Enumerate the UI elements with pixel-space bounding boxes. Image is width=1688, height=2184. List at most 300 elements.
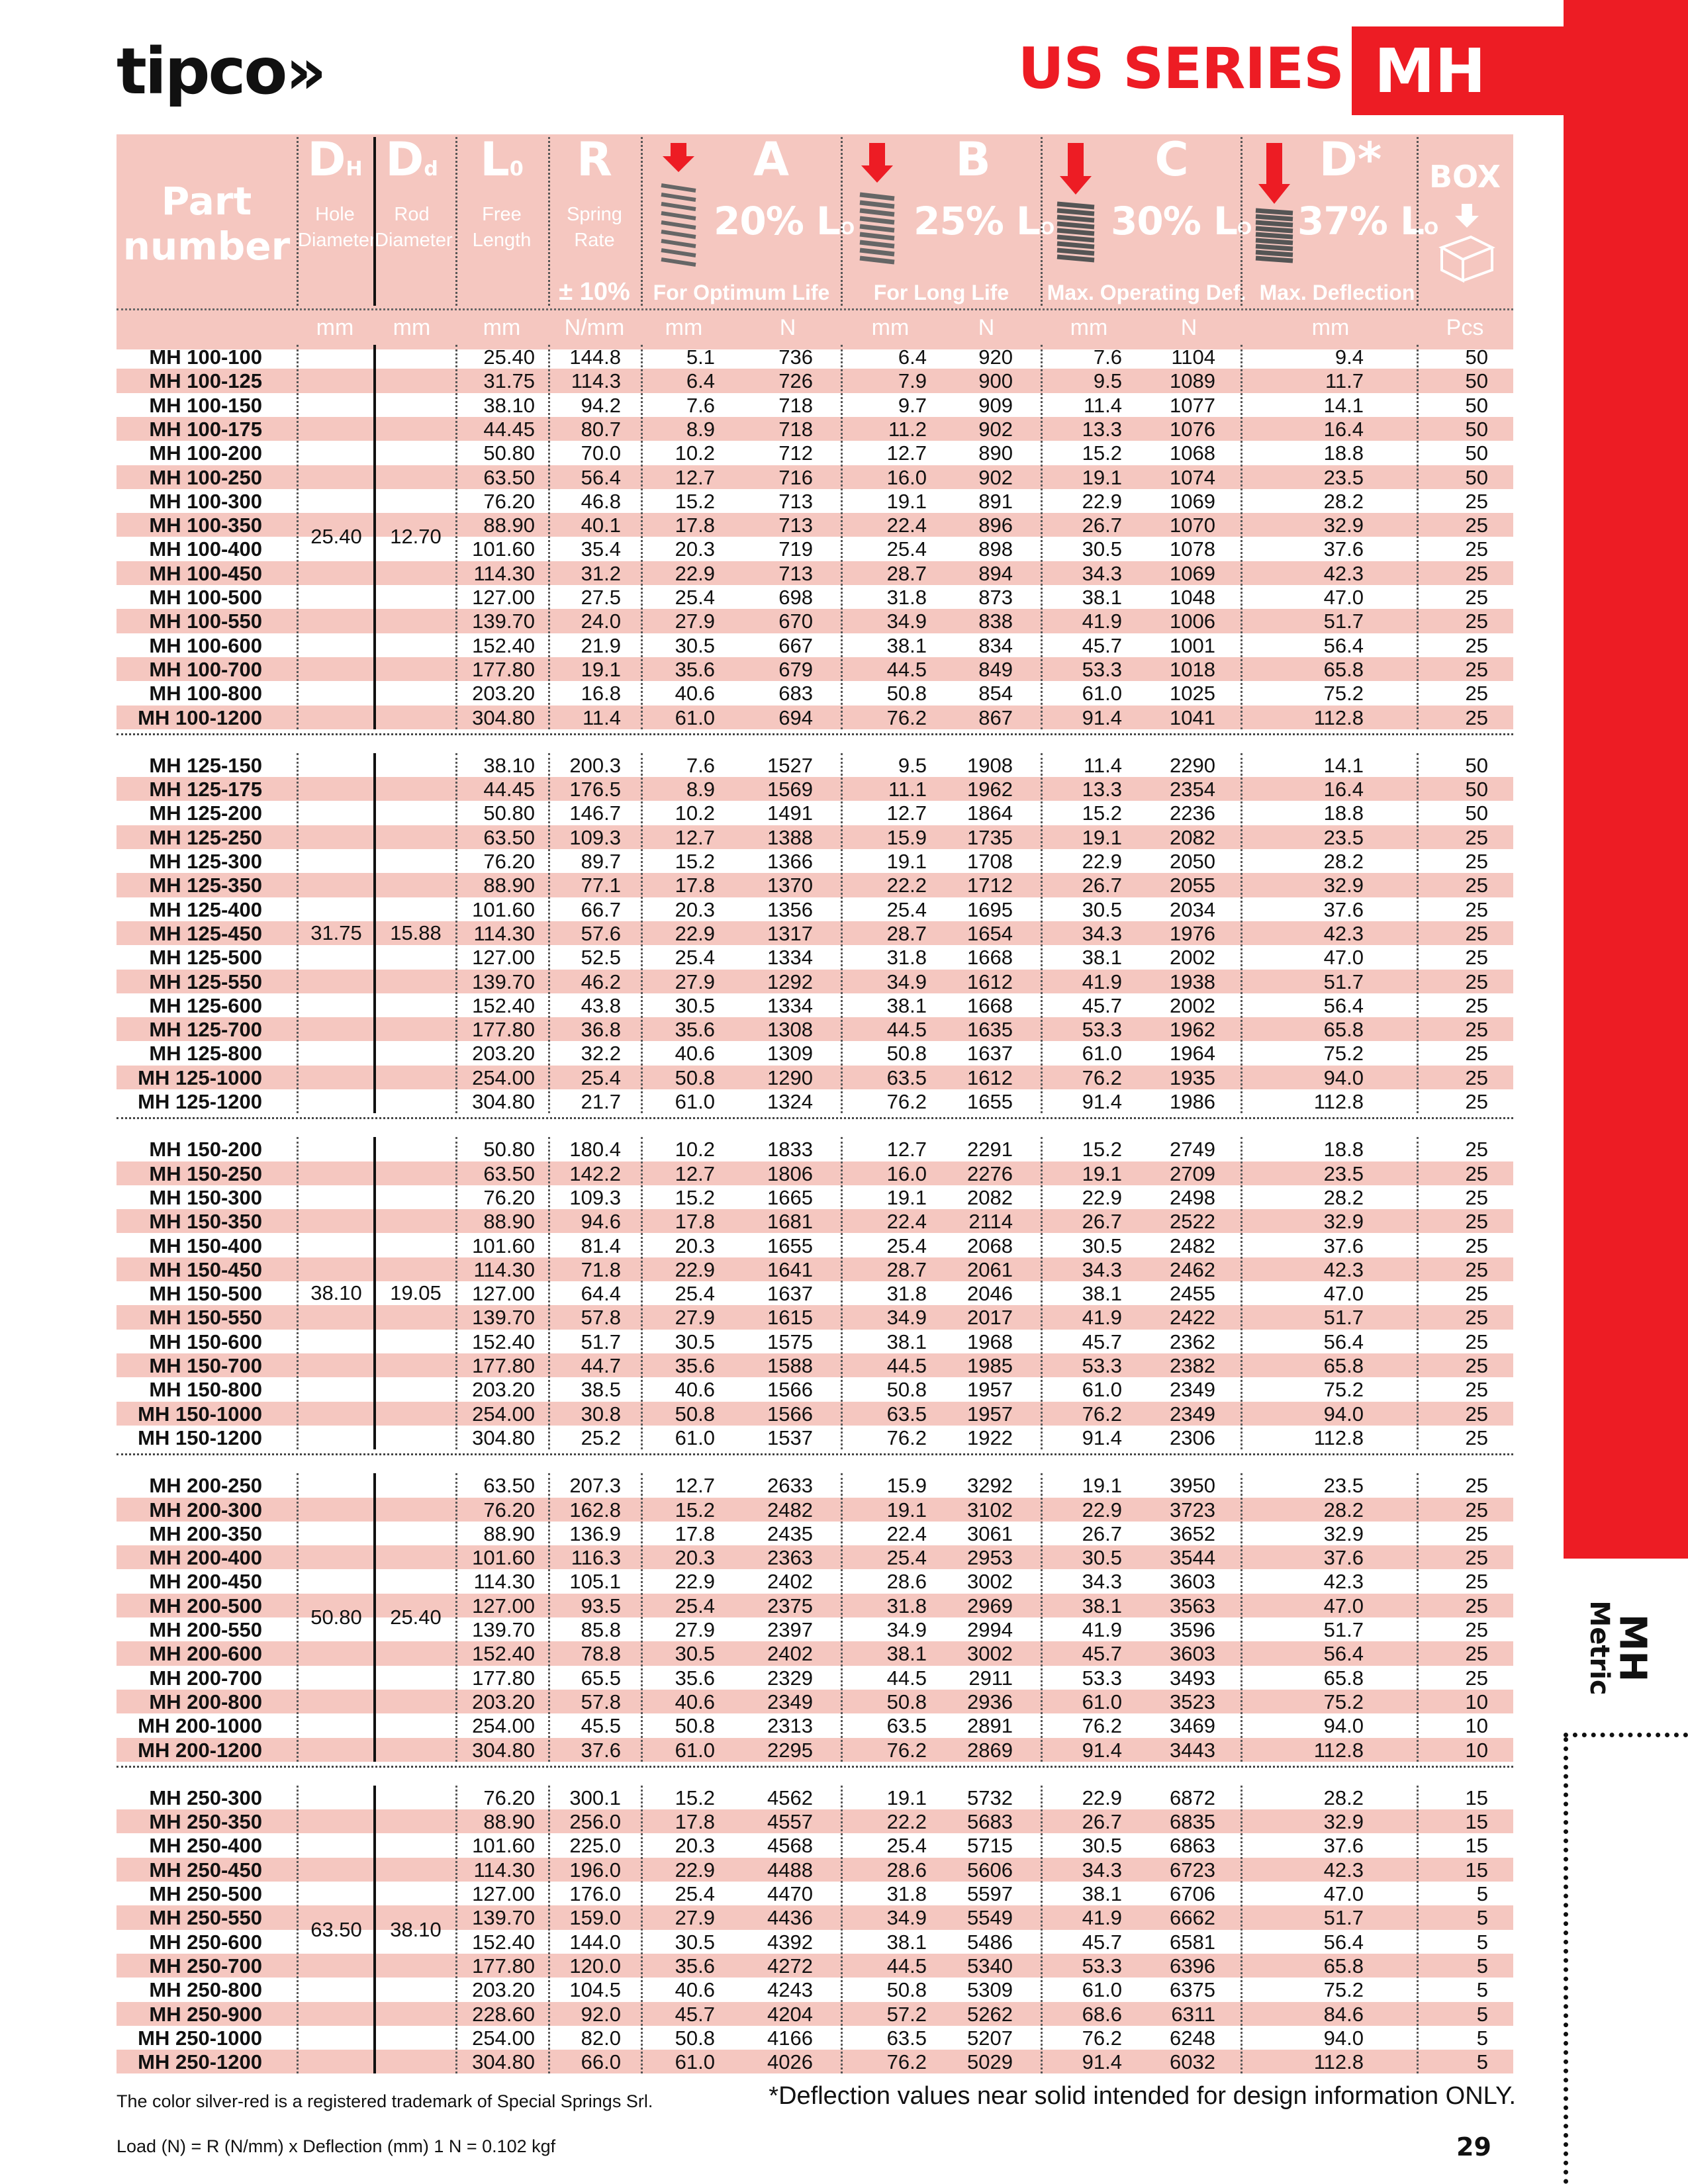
- group-separator: [117, 1453, 1513, 1455]
- value-cell: 76.20: [483, 850, 535, 873]
- value-cell: 2050: [1170, 850, 1215, 873]
- value-cell: 726: [778, 369, 813, 393]
- part-number-cell: MH 100-600: [149, 633, 262, 657]
- value-cell: 27.9: [675, 610, 715, 633]
- value-cell: 15.2: [675, 489, 715, 513]
- value-cell: 2002: [1170, 946, 1215, 970]
- value-cell: 63.5: [886, 1066, 927, 1089]
- value-cell: 9.5: [898, 753, 927, 777]
- part-number-cell: MH 125-400: [149, 897, 262, 921]
- column-divider-solid: [373, 1786, 376, 2074]
- table-row: [0, 1377, 1688, 1401]
- rod-diameter-cell: 38.10: [390, 1917, 442, 1941]
- value-cell: 5486: [967, 1930, 1013, 1954]
- value-cell: 45.7: [1082, 633, 1122, 657]
- table-row: [0, 465, 1688, 489]
- table-row: [0, 1402, 1688, 1426]
- table-row: [0, 1089, 1688, 1113]
- value-cell: 25: [1465, 1018, 1488, 1042]
- part-number-cell: MH 100-550: [149, 610, 262, 633]
- column-divider: [297, 1786, 299, 2074]
- value-cell: 50.8: [886, 1690, 927, 1713]
- table-row: [0, 1713, 1688, 1737]
- value-cell: 1309: [767, 1042, 813, 1066]
- value-cell: 19.1: [886, 1786, 927, 1809]
- value-cell: 3563: [1170, 1594, 1215, 1617]
- value-cell: 92.0: [581, 2002, 621, 2026]
- value-cell: 713: [778, 561, 813, 585]
- table-row: [0, 993, 1688, 1017]
- value-cell: 2375: [767, 1594, 813, 1617]
- value-cell: 139.70: [472, 1618, 535, 1641]
- value-cell: 5: [1476, 1930, 1488, 1954]
- value-cell: 920: [978, 345, 1013, 369]
- value-cell: 1612: [967, 970, 1013, 993]
- table-row: [0, 2050, 1688, 2073]
- value-cell: 3603: [1170, 1570, 1215, 1594]
- table-row: [0, 585, 1688, 609]
- value-cell: 17.8: [675, 1210, 715, 1234]
- value-cell: 51.7: [1323, 1618, 1364, 1641]
- part-number-cell: MH 100-800: [149, 682, 262, 705]
- value-cell: 22.9: [1082, 850, 1122, 873]
- value-cell: 1569: [767, 778, 813, 801]
- value-cell: 127.00: [472, 946, 535, 970]
- hdr-divider: [297, 137, 299, 306]
- value-cell: 61.0: [1082, 1378, 1122, 1402]
- box-unit: Pcs: [1446, 315, 1484, 340]
- value-cell: 45.5: [581, 1714, 621, 1738]
- value-cell: 91.4: [1082, 705, 1122, 729]
- value-cell: 112.8: [1313, 2050, 1364, 2074]
- value-cell: 51.7: [1323, 1306, 1364, 1330]
- table-row: [0, 561, 1688, 585]
- value-cell: 9.4: [1335, 345, 1364, 369]
- value-cell: 18.8: [1323, 441, 1364, 465]
- hdr-divider: [841, 137, 843, 306]
- value-cell: 177.80: [472, 1018, 535, 1042]
- table-row: [0, 1426, 1688, 1449]
- value-cell: 114.30: [473, 1570, 535, 1594]
- value-cell: 41.9: [1082, 1906, 1122, 1930]
- value-cell: 10.2: [675, 441, 715, 465]
- part-number-cell: MH 250-450: [149, 1858, 262, 1882]
- part-number-cell: MH 200-450: [149, 1570, 262, 1594]
- table-row: [0, 1617, 1688, 1641]
- value-cell: 28.6: [886, 1858, 927, 1882]
- value-cell: 25: [1465, 1234, 1488, 1257]
- value-cell: 20.3: [675, 1546, 715, 1570]
- value-cell: 25: [1465, 1354, 1488, 1377]
- value-cell: 14.1: [1323, 393, 1364, 417]
- value-cell: 31.8: [886, 946, 927, 970]
- value-cell: 50.8: [675, 2026, 715, 2050]
- value-cell: 38.1: [1082, 946, 1122, 970]
- table-row: [0, 633, 1688, 657]
- value-cell: 25: [1465, 1306, 1488, 1330]
- value-cell: 4470: [767, 1882, 813, 1905]
- value-cell: 89.7: [581, 850, 621, 873]
- part-number-cell: MH 125-200: [149, 801, 262, 825]
- value-cell: 22.9: [675, 921, 715, 945]
- value-cell: 2082: [1170, 825, 1215, 849]
- value-cell: 17.8: [675, 1810, 715, 1834]
- value-cell: 50: [1465, 393, 1488, 417]
- value-cell: 5029: [967, 2050, 1013, 2074]
- value-cell: 56.4: [1323, 633, 1364, 657]
- table-row: [0, 1137, 1688, 1161]
- table-row: [0, 801, 1688, 825]
- table-row: [0, 945, 1688, 969]
- column-divider: [297, 1137, 299, 1449]
- table-row: [0, 2026, 1688, 2050]
- value-cell: 91.4: [1082, 1426, 1122, 1449]
- value-cell: 3544: [1170, 1546, 1215, 1570]
- value-cell: 37.6: [1323, 1546, 1364, 1570]
- value-cell: 2306: [1170, 1426, 1215, 1449]
- part-number-cell: MH 150-350: [149, 1210, 262, 1234]
- value-cell: 27.9: [675, 1906, 715, 1930]
- dh-symbol: DH: [307, 132, 363, 187]
- value-cell: 53.3: [1082, 1018, 1122, 1042]
- value-cell: 38.1: [886, 1330, 927, 1353]
- value-cell: 176.5: [569, 778, 621, 801]
- value-cell: 35.6: [675, 657, 715, 681]
- value-cell: 56.4: [1323, 1642, 1364, 1666]
- table-row: [0, 513, 1688, 537]
- value-cell: 42.3: [1323, 561, 1364, 585]
- series-title: US SERIES: [1017, 36, 1344, 102]
- value-cell: 6396: [1170, 1954, 1215, 1978]
- column-divider: [548, 1473, 550, 1762]
- value-cell: 25: [1465, 1378, 1488, 1402]
- value-cell: 34.3: [1082, 1858, 1122, 1882]
- value-cell: 5732: [967, 1786, 1013, 1809]
- value-cell: 1068: [1170, 441, 1215, 465]
- value-cell: 25: [1465, 1426, 1488, 1449]
- value-cell: 24.0: [581, 610, 621, 633]
- value-cell: 101.60: [472, 1834, 535, 1858]
- value-cell: 1985: [967, 1354, 1013, 1377]
- value-cell: 4166: [767, 2026, 813, 2050]
- value-cell: 11.4: [1083, 393, 1122, 417]
- value-cell: 28.2: [1323, 1185, 1364, 1209]
- value-cell: 22.9: [1082, 1185, 1122, 1209]
- value-cell: 3102: [967, 1498, 1013, 1522]
- value-cell: 902: [978, 417, 1013, 441]
- value-cell: 65.8: [1323, 1954, 1364, 1978]
- value-cell: 6835: [1170, 1810, 1215, 1834]
- value-cell: 28.7: [886, 1257, 927, 1281]
- value-cell: 25: [1465, 1666, 1488, 1690]
- table-row: [0, 1041, 1688, 1065]
- column-divider: [297, 753, 299, 1114]
- column-divider: [455, 1137, 457, 1449]
- value-cell: 45.7: [1082, 1930, 1122, 1954]
- value-cell: 25.4: [581, 1066, 621, 1089]
- value-cell: 28.2: [1323, 1786, 1364, 1809]
- value-cell: 30.5: [675, 1642, 715, 1666]
- value-cell: 37.6: [1323, 1834, 1364, 1858]
- value-cell: 1070: [1170, 514, 1215, 537]
- value-cell: 20.3: [675, 1234, 715, 1257]
- value-cell: 1806: [767, 1161, 813, 1185]
- value-cell: 25: [1465, 1161, 1488, 1185]
- value-cell: 25: [1465, 1330, 1488, 1353]
- value-cell: 304.80: [472, 1090, 535, 1113]
- value-cell: 23.5: [1323, 1474, 1364, 1498]
- value-cell: 50: [1465, 441, 1488, 465]
- table-row: [0, 1809, 1688, 1833]
- value-cell: 65.5: [581, 1666, 621, 1690]
- value-cell: 2498: [1170, 1185, 1215, 1209]
- value-cell: 50: [1465, 465, 1488, 489]
- column-divider: [1241, 1786, 1243, 2074]
- value-cell: 32.9: [1323, 514, 1364, 537]
- value-cell: 207.3: [569, 1474, 621, 1498]
- value-cell: 127.00: [472, 1282, 535, 1306]
- part-number-cell: MH 100-100: [149, 345, 262, 369]
- hole-diameter-cell: 50.80: [310, 1606, 362, 1629]
- value-cell: 1935: [1170, 1066, 1215, 1089]
- value-cell: 152.40: [472, 993, 535, 1017]
- value-cell: 15.2: [1082, 801, 1122, 825]
- table-row: [0, 537, 1688, 561]
- value-cell: 50: [1465, 345, 1488, 369]
- column-divider-solid: [373, 345, 376, 729]
- value-cell: 1069: [1170, 489, 1215, 513]
- value-cell: 23.5: [1323, 825, 1364, 849]
- value-cell: 18.8: [1323, 1138, 1364, 1161]
- value-cell: 30.5: [675, 633, 715, 657]
- value-cell: 20.3: [675, 897, 715, 921]
- value-cell: 61.0: [1082, 1042, 1122, 1066]
- c-unit-n: N: [1180, 315, 1197, 340]
- value-cell: 50.8: [675, 1714, 715, 1738]
- value-cell: 6872: [1170, 1786, 1215, 1809]
- part-number-cell: MH 200-700: [149, 1666, 262, 1690]
- value-cell: 5715: [967, 1834, 1013, 1858]
- value-cell: 7.6: [686, 393, 715, 417]
- column-divider: [1417, 1786, 1419, 2074]
- value-cell: 10: [1465, 1714, 1488, 1738]
- part-number-cell: MH 150-800: [149, 1378, 262, 1402]
- table-row: [0, 1786, 1688, 1809]
- value-cell: 304.80: [472, 705, 535, 729]
- value-cell: 713: [778, 489, 813, 513]
- value-cell: 2402: [767, 1642, 813, 1666]
- value-cell: 22.9: [1082, 1786, 1122, 1809]
- value-cell: 30.5: [1082, 1834, 1122, 1858]
- part-number-cell: MH 250-1200: [138, 2050, 262, 2074]
- value-cell: 81.4: [581, 1234, 621, 1257]
- value-cell: 45.7: [1082, 1642, 1122, 1666]
- value-cell: 16.4: [1323, 417, 1364, 441]
- value-cell: 7.6: [1093, 345, 1122, 369]
- part-number-cell: MH 250-350: [149, 1810, 262, 1834]
- value-cell: 88.90: [483, 514, 535, 537]
- value-cell: 47.0: [1323, 946, 1364, 970]
- table-row: [0, 825, 1688, 849]
- value-cell: 200.3: [569, 753, 621, 777]
- dd-desc: Rod Diameter: [375, 204, 453, 251]
- value-cell: 22.2: [886, 1810, 927, 1834]
- part-number-header: [117, 179, 297, 269]
- table-row: [0, 2002, 1688, 2026]
- value-cell: 94.0: [1323, 1066, 1364, 1089]
- value-cell: 25: [1465, 1066, 1488, 1089]
- value-cell: 31.8: [886, 1594, 927, 1617]
- value-cell: 25: [1465, 1546, 1488, 1570]
- value-cell: 34.3: [1082, 921, 1122, 945]
- value-cell: 75.2: [1323, 1690, 1364, 1713]
- part-number-cell: MH 150-700: [149, 1354, 262, 1377]
- value-cell: 114.30: [473, 561, 535, 585]
- hdr-divider: [641, 137, 643, 306]
- value-cell: 30.8: [581, 1402, 621, 1426]
- column-divider: [641, 1473, 643, 1762]
- value-cell: 47.0: [1323, 586, 1364, 609]
- value-cell: 1527: [767, 753, 813, 777]
- trademark-note: The color silver-red is a registered trademark of Special Springs Srl.: [117, 2091, 653, 2111]
- value-cell: 1290: [767, 1066, 813, 1089]
- value-cell: 15.2: [675, 1185, 715, 1209]
- value-cell: 50: [1465, 369, 1488, 393]
- value-cell: 114.30: [473, 1858, 535, 1882]
- value-cell: 40.6: [675, 1978, 715, 2002]
- value-cell: 698: [778, 586, 813, 609]
- table-row: [0, 1353, 1688, 1377]
- a-letter: A: [753, 132, 790, 187]
- part-number-cell: MH 200-1200: [138, 1738, 262, 1762]
- column-divider: [1041, 1473, 1043, 1762]
- value-cell: 35.6: [675, 1018, 715, 1042]
- value-cell: 3469: [1170, 1714, 1215, 1738]
- value-cell: 38.1: [886, 633, 927, 657]
- value-cell: 11.7: [1325, 369, 1364, 393]
- value-cell: 1635: [967, 1018, 1013, 1042]
- value-cell: 88.90: [483, 1810, 535, 1834]
- value-cell: 11.2: [888, 417, 927, 441]
- value-cell: 1665: [767, 1185, 813, 1209]
- value-cell: 6375: [1170, 1978, 1215, 2002]
- value-cell: 1957: [967, 1402, 1013, 1426]
- value-cell: 34.9: [886, 610, 927, 633]
- table-row: [0, 1882, 1688, 1905]
- value-cell: 44.45: [483, 778, 535, 801]
- value-cell: 2891: [967, 1714, 1013, 1738]
- value-cell: 2709: [1170, 1161, 1215, 1185]
- value-cell: 25: [1465, 537, 1488, 561]
- part-number-cell: MH 250-500: [149, 1882, 262, 1905]
- value-cell: 139.70: [472, 1306, 535, 1330]
- value-cell: 1308: [767, 1018, 813, 1042]
- value-cell: 4488: [767, 1858, 813, 1882]
- value-cell: 2061: [967, 1257, 1013, 1281]
- value-cell: 41.9: [1082, 1618, 1122, 1641]
- value-cell: 76.20: [483, 489, 535, 513]
- value-cell: 25: [1465, 1138, 1488, 1161]
- value-cell: 27.9: [675, 1306, 715, 1330]
- value-cell: 900: [978, 369, 1013, 393]
- value-cell: 32.9: [1323, 1522, 1364, 1545]
- table-row: [0, 1017, 1688, 1041]
- value-cell: 12.7: [675, 1474, 715, 1498]
- value-cell: 1104: [1171, 345, 1215, 369]
- value-cell: 1833: [767, 1138, 813, 1161]
- value-cell: 105.1: [569, 1570, 621, 1594]
- column-divider: [1041, 345, 1043, 729]
- side-tab-code: MH: [1611, 1614, 1654, 1682]
- value-cell: 38.1: [1082, 1882, 1122, 1905]
- value-cell: 91.4: [1082, 2050, 1122, 2074]
- value-cell: 19.1: [1082, 1161, 1122, 1185]
- value-cell: 28.2: [1323, 489, 1364, 513]
- value-cell: 712: [778, 441, 813, 465]
- value-cell: 31.8: [886, 586, 927, 609]
- value-cell: 2869: [967, 1738, 1013, 1762]
- value-cell: 5549: [967, 1906, 1013, 1930]
- value-cell: 5683: [967, 1810, 1013, 1834]
- table-row: [0, 1522, 1688, 1545]
- value-cell: 1366: [767, 850, 813, 873]
- value-cell: 21.9: [581, 633, 621, 657]
- column-divider: [841, 1137, 843, 1449]
- value-cell: 3523: [1170, 1690, 1215, 1713]
- value-cell: 15: [1465, 1834, 1488, 1858]
- tipco-logo: tipco»: [117, 34, 325, 109]
- group-separator: [117, 1117, 1513, 1119]
- value-cell: 15.2: [675, 1786, 715, 1809]
- part-number-cell: MH 100-700: [149, 657, 262, 681]
- value-cell: 834: [978, 633, 1013, 657]
- part-number-cell: MH 150-400: [149, 1234, 262, 1257]
- part-number-cell: MH 200-550: [149, 1618, 262, 1641]
- value-cell: 25: [1465, 1594, 1488, 1617]
- value-cell: 37.6: [1323, 897, 1364, 921]
- part-number-cell: MH 250-400: [149, 1834, 262, 1858]
- value-cell: 2953: [967, 1546, 1013, 1570]
- value-cell: 12.7: [675, 1161, 715, 1185]
- value-cell: 20.3: [675, 537, 715, 561]
- value-cell: 50: [1465, 753, 1488, 777]
- value-cell: 101.60: [472, 897, 535, 921]
- value-cell: 867: [978, 705, 1013, 729]
- value-cell: 34.3: [1082, 1257, 1122, 1281]
- value-cell: 25: [1465, 1185, 1488, 1209]
- value-cell: 1356: [767, 897, 813, 921]
- value-cell: 228.60: [472, 2002, 535, 2026]
- value-cell: 5.1: [686, 345, 715, 369]
- value-cell: 30.5: [1082, 897, 1122, 921]
- value-cell: 9.5: [1093, 369, 1122, 393]
- value-cell: 1006: [1170, 610, 1215, 633]
- value-cell: 2354: [1170, 778, 1215, 801]
- column-divider: [841, 1786, 843, 2074]
- part-number-cell: MH 125-150: [149, 753, 262, 777]
- value-cell: 1069: [1170, 561, 1215, 585]
- table-row: [0, 609, 1688, 633]
- column-divider-solid: [373, 1473, 376, 1762]
- value-cell: 6723: [1170, 1858, 1215, 1882]
- value-cell: 25: [1465, 705, 1488, 729]
- column-divider: [455, 1786, 457, 2074]
- hdr-divider: [455, 137, 457, 306]
- value-cell: 902: [978, 465, 1013, 489]
- value-cell: 304.80: [472, 1738, 535, 1762]
- dh-unit: mm: [316, 315, 354, 340]
- table-row: [0, 1161, 1688, 1185]
